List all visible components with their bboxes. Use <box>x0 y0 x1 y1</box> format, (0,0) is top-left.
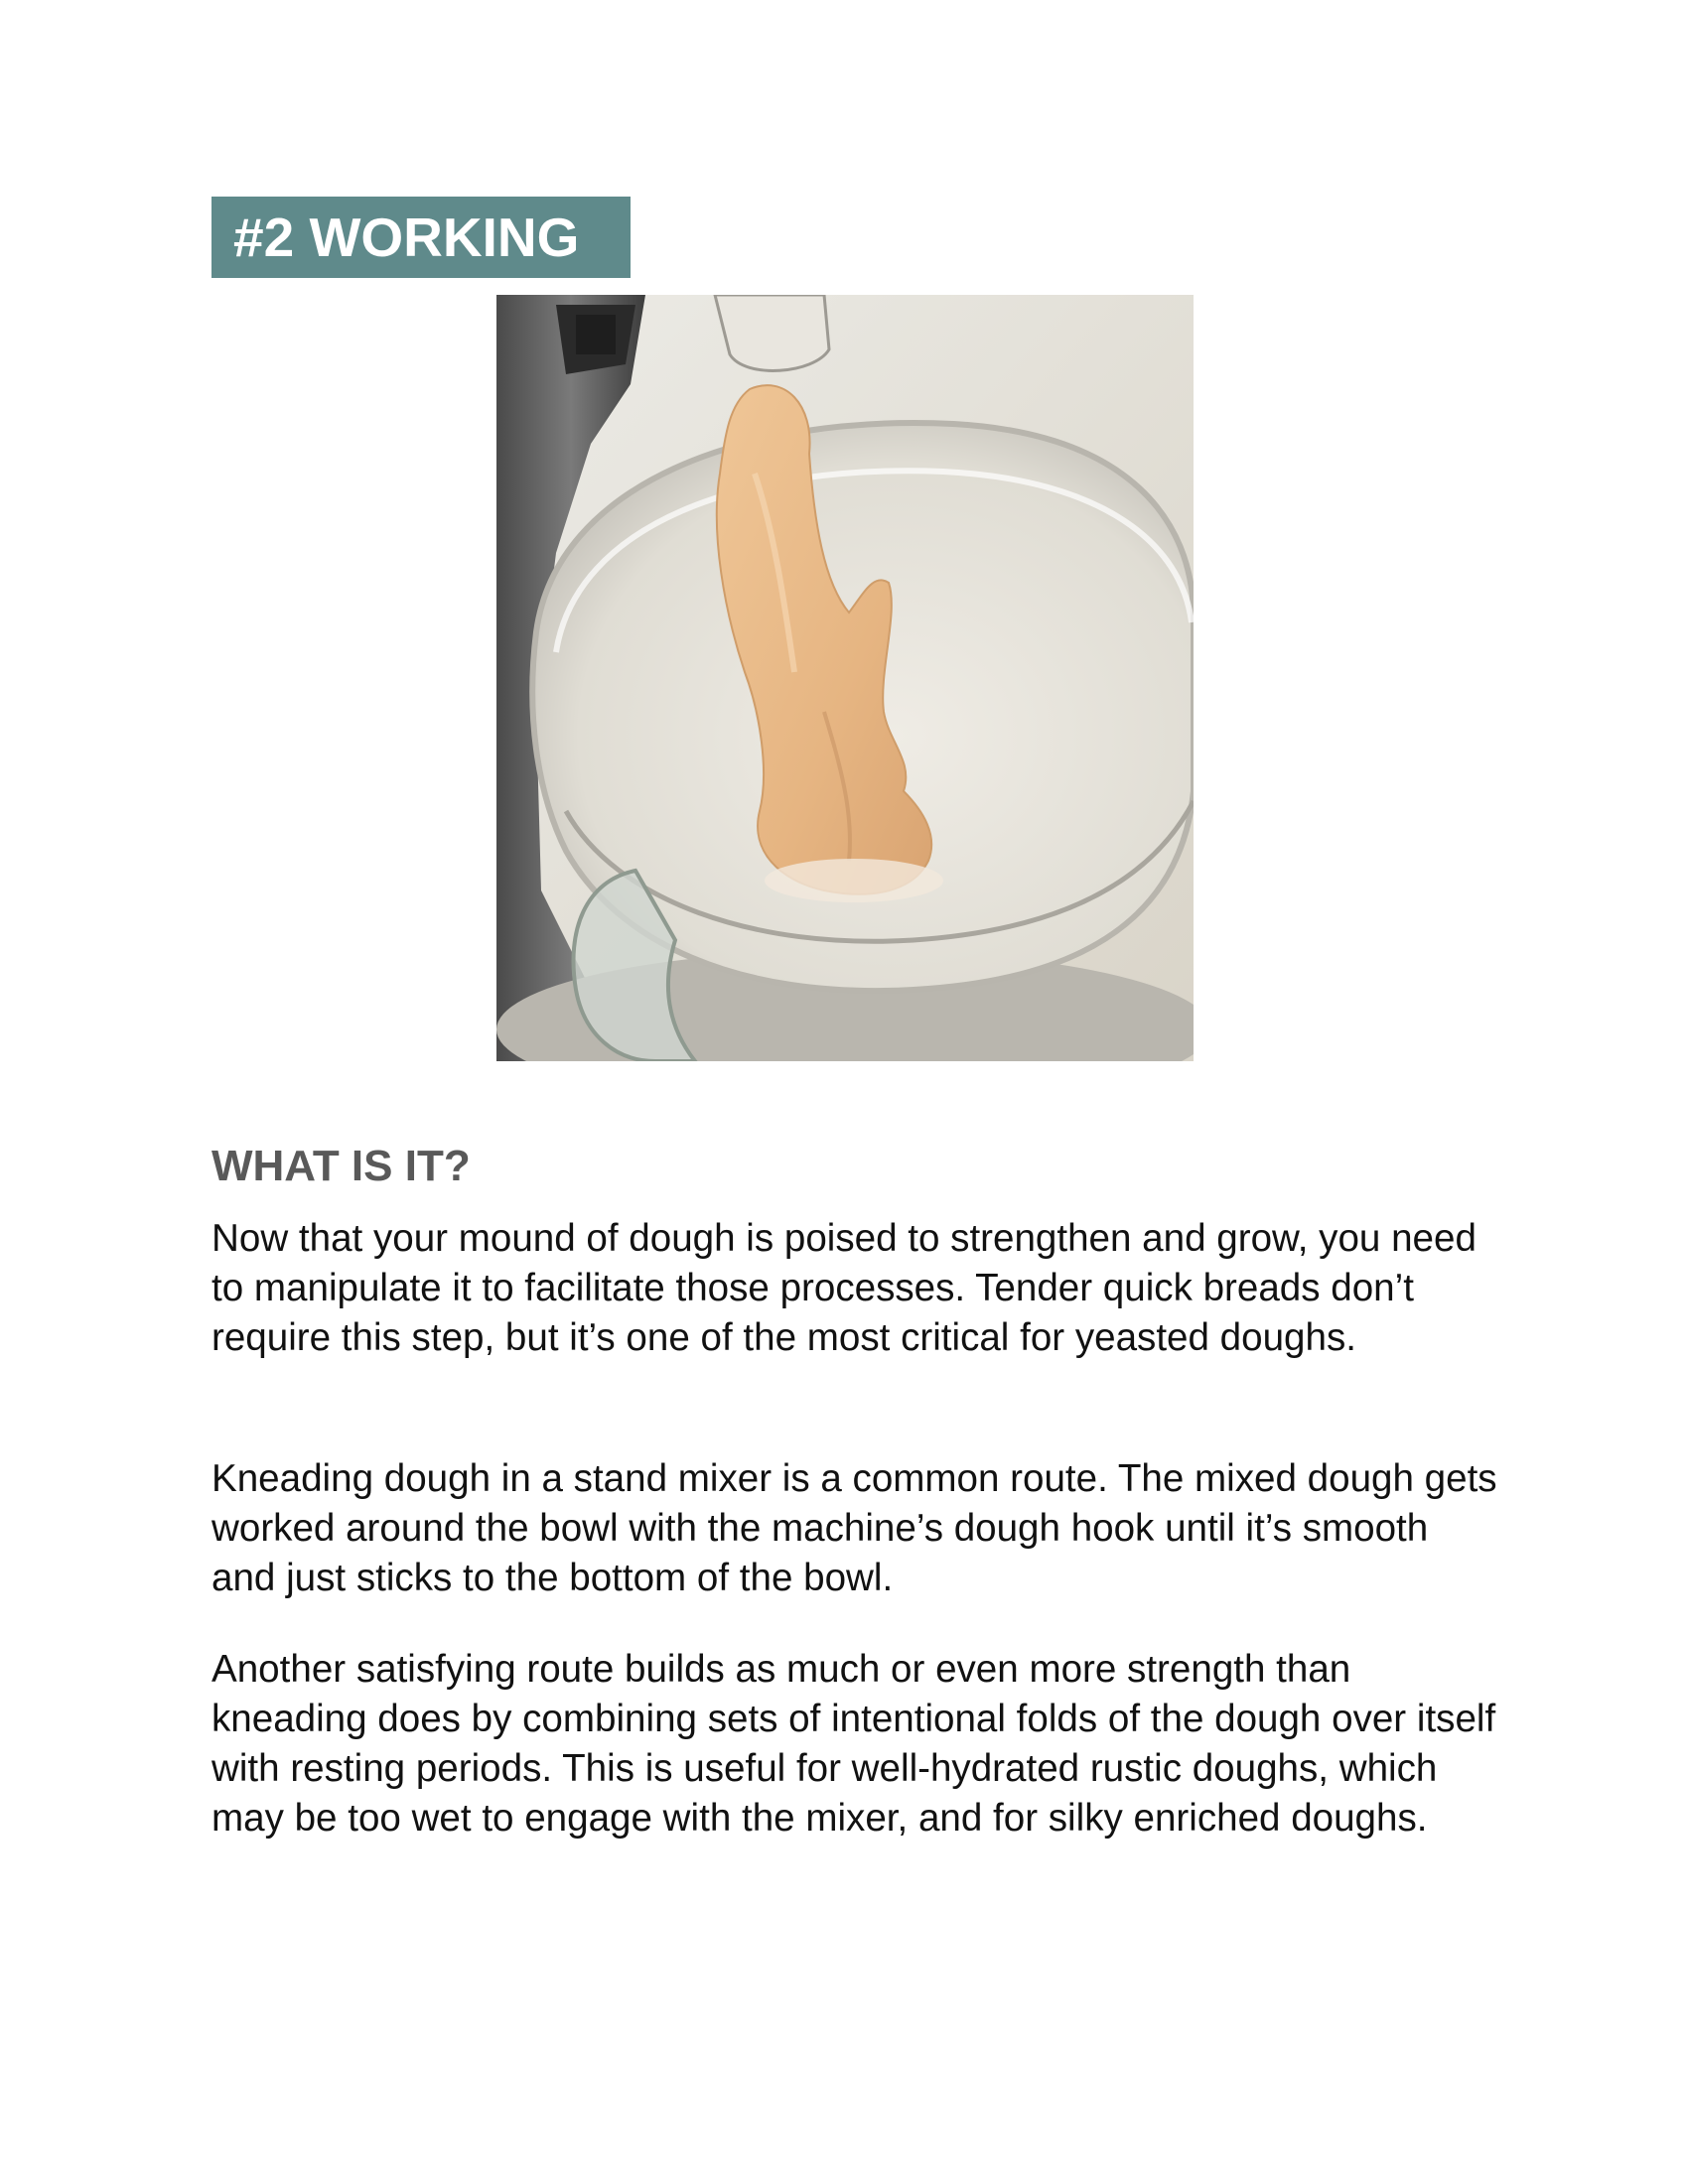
section-badge <box>211 197 631 278</box>
section-heading: WHAT IS IT? <box>211 1142 471 1190</box>
paragraph-2: Kneading dough in a stand mixer is a common route. The mixed dough gets worked around the bowl with the machine’s dough hook until it’s smooth and just sticks to the bottom of the bowl. <box>211 1457 1497 1599</box>
section-title: #2 WORKING <box>233 206 580 268</box>
paragraph-1: Now that your mound of dough is poised to strengthen and grow, you need to manipulate it to facilitate those processes. Tender quick breads don’t require this step, but it’s one of the most critical for yeasted doughs. <box>211 1217 1477 1359</box>
stand-mixer-dough-photo <box>496 295 1194 1061</box>
stand-mixer-dough-illustration <box>496 295 1194 1061</box>
paragraph-3: Another satisfying route builds as much or even more strength than kneading does by combining sets of intentional folds of the dough over itself with resting periods. This is useful for well-hydrated rustic doughs, which may be too wet to engage with the mixer, and for silky enriched doughs. <box>211 1648 1496 1840</box>
